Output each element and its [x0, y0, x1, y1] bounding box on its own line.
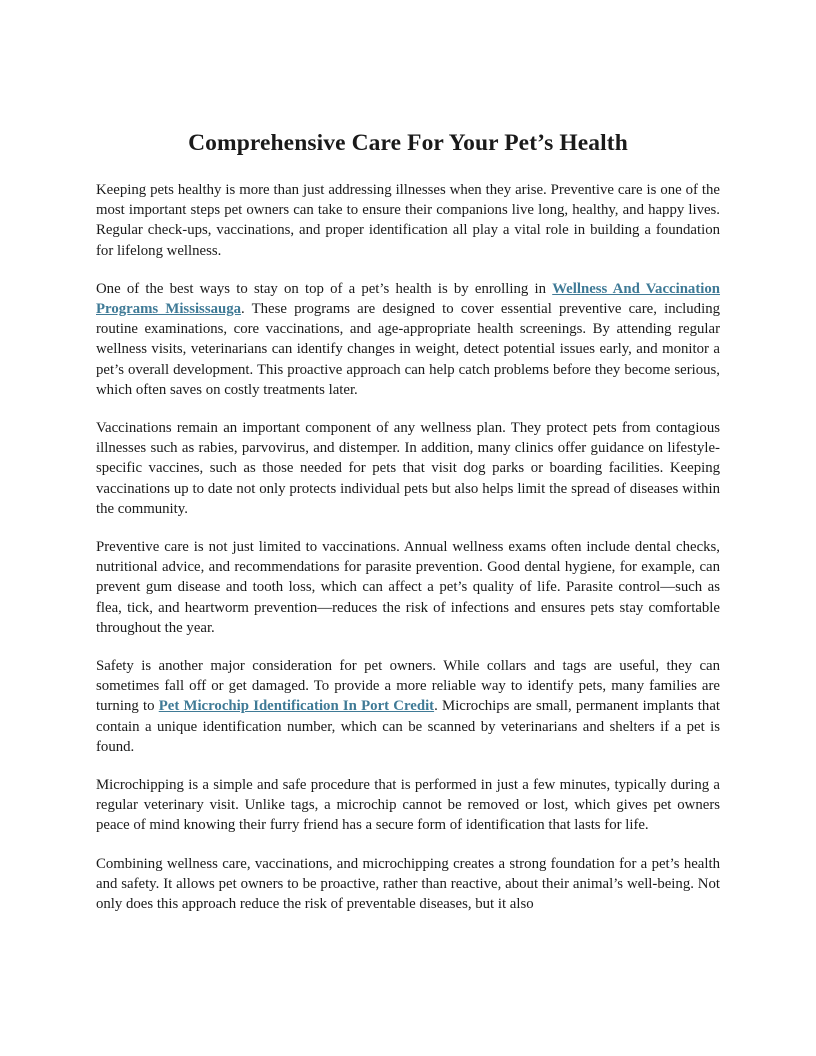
page-title: Comprehensive Care For Your Pet’s Health	[188, 130, 628, 156]
pet-microchip-link[interactable]: Pet Microchip Identification In Port Credit	[158, 698, 435, 715]
paragraph-preventive-care: Preventive care is not just limited to vaccinations. Annual wellness exams often include dental checks, nutritional advice, and recommendations for parasite prevention. Good dental hygiene, for example, can prevent gum disease and tooth loss, which can affect a pet’s quality of life. Parasite control—such as flea, tick, and heartworm prevention—reduces the risk of infections and ensures pets stay comfortable throughout the year.	[96, 539, 720, 636]
paragraph-text: . Microchips are small, permanent implants that contain a unique identification number, which can be scanned by veterinarians and shelters if a pet is found.	[96, 698, 720, 755]
paragraph-text: One of the best ways to stay on top of a pet’s health is by enrolling in	[96, 280, 553, 297]
paragraph-wellness-programs	[96, 279, 720, 400]
paragraph-vaccinations: Vaccinations remain an important component of any wellness plan. They protect pets from contagious illnesses such as rabies, parvovirus, and distemper. In addition, many clinics offer guidance on lifestyle-specific vaccines, such as those needed for pets that visit dog parks or boarding facilities. Keeping vaccinations up to date not only protects individual pets but also helps limit the spread of diseases within the community.	[96, 420, 720, 517]
paragraph-text: Safety is another major consideration for pet owners. While collars and tags are useful, they can sometimes fall off or get damaged. To provide a more reliable way to identify pets, many families are turning to	[96, 658, 720, 715]
paragraph-conclusion: Combining wellness care, vaccinations, and microchipping creates a strong foundation for a pet’s health and safety. It allows pet owners to be proactive, rather than reactive, about their animal’s well-being. Not only does this approach reduce the risk of preventable diseases, but it also	[96, 855, 720, 913]
paragraph-safety	[96, 656, 720, 757]
paragraph-intro: Keeping pets healthy is more than just addressing illnesses when they arise. Preventive care is one of the most important steps pet owners can take to ensure their companions live long, healthy, and happy lives. Regular check-ups, vaccinations, and proper identification all play a vital role in building a foundation for lifelong wellness.	[96, 182, 720, 259]
wellness-vaccination-link[interactable]: Wellness And Vaccination Programs Mississauga	[96, 280, 720, 318]
document-page	[96, 125, 720, 932]
paragraph-text: . These programs are designed to cover essential preventive care, including routine examinations, core vaccinations, and age-appropriate health screenings. By attending regular wellness visits, veterinarians can identify changes in weight, detect potential issues early, and monitor a pet’s overall development. This proactive approach can help catch problems before they become serious, which often saves on costly treatments later.	[96, 301, 720, 398]
paragraph-microchipping: Microchipping is a simple and safe procedure that is performed in just a few minutes, typically during a regular veterinary visit. Unlike tags, a microchip cannot be removed or lost, which gives pet owners peace of mind knowing their furry friend has a secure form of identification that lasts for life.	[96, 777, 720, 834]
